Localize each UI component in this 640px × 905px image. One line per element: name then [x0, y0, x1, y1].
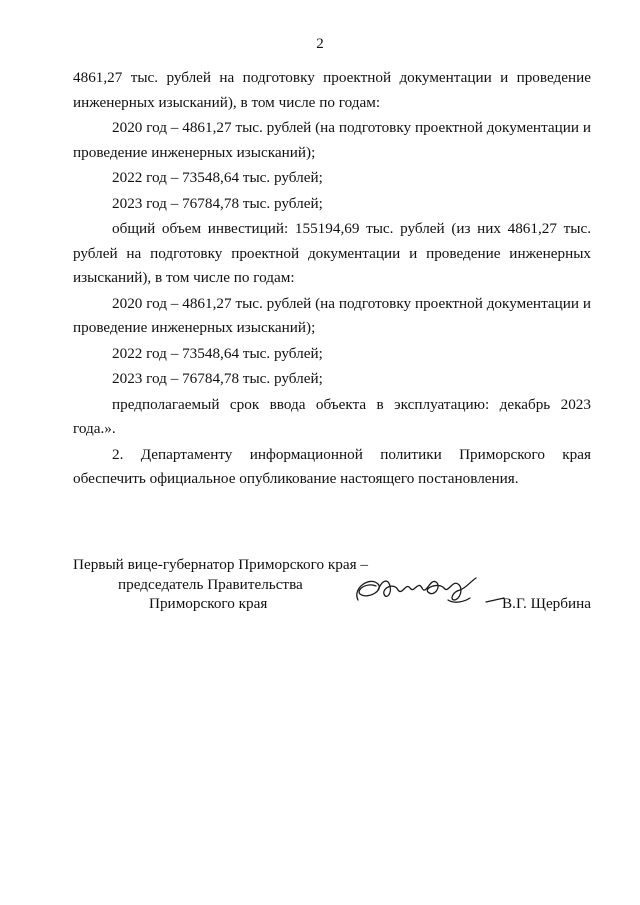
paragraph-total-investment: общий объем инвестиций: 155194,69 тыс. рублей (из них 4861,27 тыс. рублей на подготовку проектной документации и проведение инженерных изысканий), в том числе по годам:	[73, 220, 591, 286]
paragraph-2022-funding: 2022 год – 73548,64 тыс. рублей;	[112, 169, 323, 186]
signatory-position-line2: председатель Правительства	[118, 576, 303, 593]
paragraph-commissioning-date: предполагаемый срок ввода объекта в эксплуатацию: декабрь 2023 года.».	[73, 395, 591, 437]
paragraph-2023-investment: 2023 год – 76784,78 тыс. рублей;	[112, 370, 323, 387]
document-body	[73, 66, 591, 492]
page-number: 2	[316, 36, 324, 52]
paragraph-2020-funding: 2020 год – 4861,27 тыс. рублей (на подготовку проектной документации и проведение инженерных изысканий);	[73, 119, 591, 161]
signatory-name: В.Г. Щербина	[502, 595, 591, 612]
signatory-position-line3: Приморского края	[149, 595, 268, 612]
signature-block	[73, 555, 591, 625]
handwritten-signature	[348, 570, 508, 616]
paragraph-funding-continuation: 4861,27 тыс. рублей на подготовку проектной документации и проведение инженерных изысканий), в том числе по годам:	[73, 69, 591, 111]
paragraph-publication-order: 2. Департаменту информационной политики Приморского края обеспечить официальное опубликование настоящего постановления.	[73, 445, 591, 487]
paragraph-2020-investment: 2020 год – 4861,27 тыс. рублей (на подготовку проектной документации и проведение инженерных изысканий);	[73, 294, 591, 336]
signatory-position-line1: Первый вице-губернатор Приморского края –	[73, 556, 368, 573]
paragraph-2023-funding: 2023 год – 76784,78 тыс. рублей;	[112, 194, 323, 212]
paragraph-2022-investment: 2022 год – 73548,64 тыс. рублей;	[112, 344, 323, 362]
